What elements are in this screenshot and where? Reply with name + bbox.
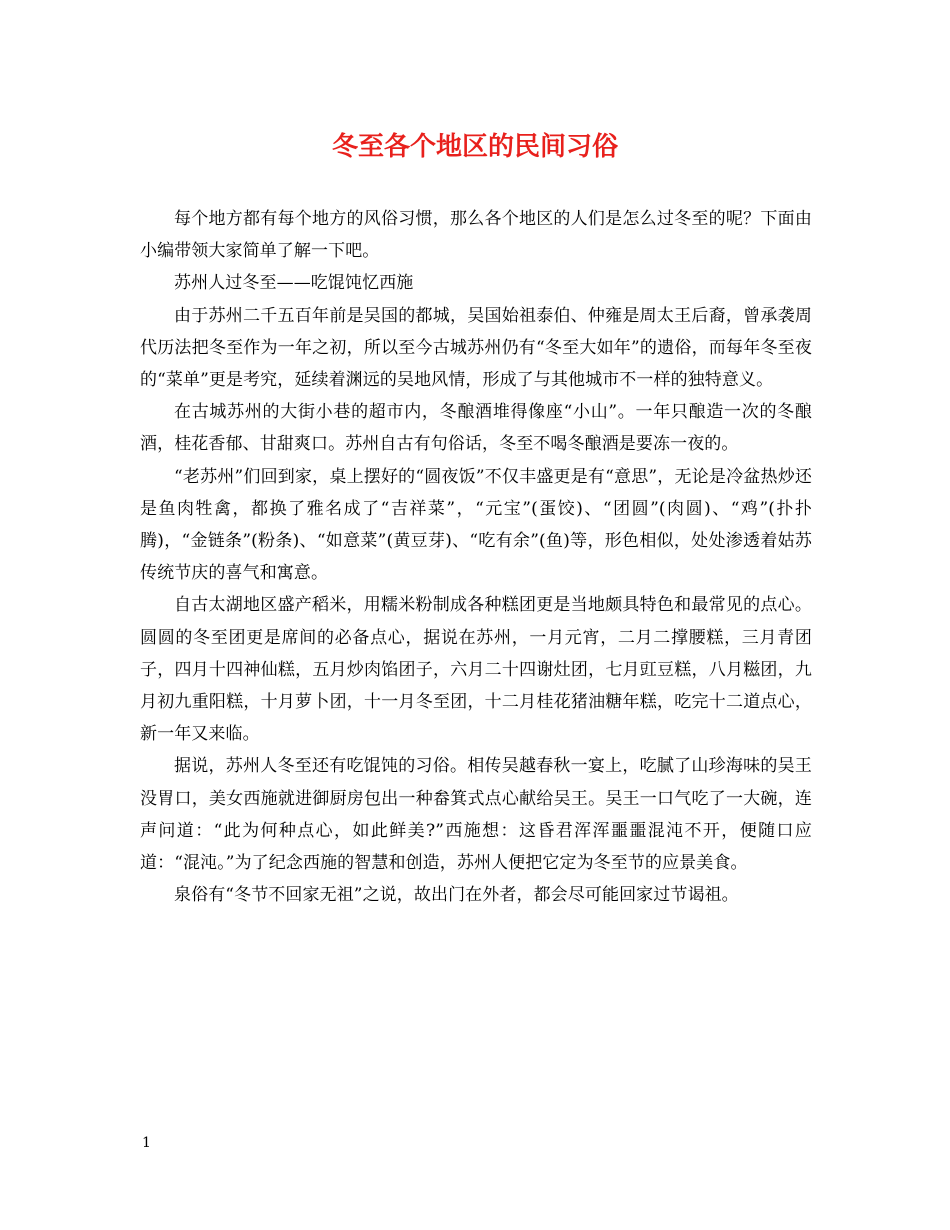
paragraph-wonton-legend: 据说，苏州人冬至还有吃馄饨的习俗。相传吴越春秋一宴上，吃腻了山珍海味的吴王没胃口，美女西施就进御厨房包出一种畚箕式点心献给吴王。吴王一口气吃了一大碗，连声问道：“此为何种点心，如此鲜美?”西施想：这昏君浑浑噩噩混沌不开，便随口应道：“混沌。”为了纪念西施的智慧和创造，苏州人便把它定为冬至节的应景美食。 xyxy=(140,756,812,874)
paragraph-intro: 每个地方都有每个地方的风俗习惯，那么各个地区的人们是怎么过冬至的呢？下面由小编带领大家简单了解一下吧。 xyxy=(140,209,812,262)
document-body xyxy=(140,203,812,911)
paragraph-rice-cakes: 自古太湖地区盛产稻米，用糯米粉制成各种糕团更是当地颇具特色和最常见的点心。圆圆的冬至团更是席间的必备点心，据说在苏州，一月元宵，二月二撑腰糕，三月青团子，四月十四神仙糕，五月炒肉馅团子，六月二十四谢灶团，七月豇豆糕，八月糍团，九月初九重阳糕，十月萝卜团，十一月冬至团，十二月桂花猪油糖年糕，吃完十二道点心，新一年又来临。 xyxy=(140,595,812,745)
page-number: 1 xyxy=(142,1135,151,1151)
section-heading-suzhou: 苏州人过冬至——吃馄饨忆西施 xyxy=(174,273,414,294)
paragraph-reunion-dinner: “老苏州”们回到家，桌上摆好的“圆夜饭”不仅丰盛更是有“意思”，无论是冷盆热炒还是鱼肉牲禽，都换了雅名成了“吉祥菜”，“元宝”(蛋饺)、“团圆”(肉圆)、“鸡”(扑扑腾)，“金链条”(粉条)、“如意菜”(黄豆芽)、“吃有余”(鱼)等，形色相似，处处渗透着姑苏传统节庆的喜气和寓意。 xyxy=(140,466,812,584)
paragraph-history: 由于苏州二千五百年前是吴国的都城，吴国始祖泰伯、仲雍是周太王后裔，曾承袭周代历法把冬至作为一年之初，所以至今古城苏州仍有“冬至大如年”的遗俗，而每年冬至夜的“菜单”更是考究，延续着渊远的吴地风情，形成了与其他城市不一样的独特意义。 xyxy=(140,305,812,391)
paragraph-winter-wine: 在古城苏州的大街小巷的超市内，冬酿酒堆得像座“小山”。一年只酿造一次的冬酿酒，桂花香郁、甘甜爽口。苏州自古有句俗话，冬至不喝冬酿酒是要冻一夜的。 xyxy=(140,402,812,455)
document-title: 冬至各个地区的民间习俗 xyxy=(331,132,618,162)
paragraph-quanzhou-custom: 泉俗有“冬节不回家无祖”之说，故出门在外者，都会尽可能回家过节谒祖。 xyxy=(174,885,739,906)
